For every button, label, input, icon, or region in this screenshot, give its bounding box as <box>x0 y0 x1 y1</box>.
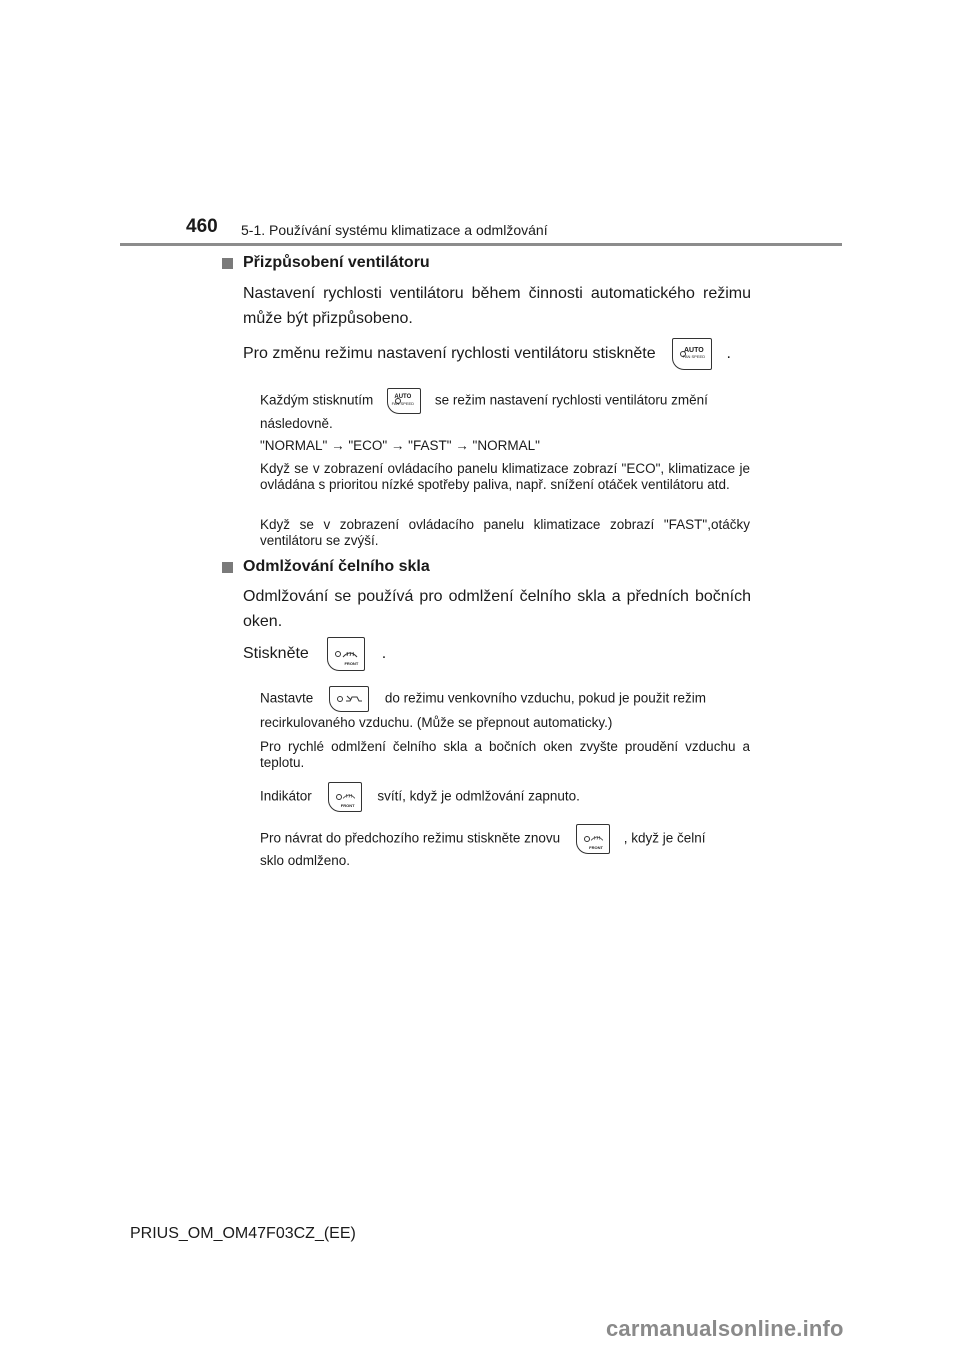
fan-note-1 <box>260 388 750 414</box>
text-fragment: se režim nastavení rychlosti ventilátoru změní <box>434 392 708 408</box>
text-fragment: Indikátor <box>260 788 312 804</box>
defog-note-2: Pro rychlé odmlžení čelního skla a bočních oken zvyšte proudění vzduchu a teplotu. <box>260 739 750 770</box>
car-air-intake-icon <box>345 694 363 704</box>
indicator-dot-icon <box>335 651 341 657</box>
defog-paragraph-2 <box>243 637 751 671</box>
fan-note-4: Když se v zobrazení ovládacího panelu klimatizace zobrazí "FAST",otáčky ventilátoru se zvýší. <box>260 517 750 548</box>
front-defroster-button-icon <box>576 824 610 854</box>
defog-paragraph-1: Odmlžování se používá pro odmlžení čelního skla a předních bočních oken. <box>243 588 751 630</box>
text-fragment: , když je čelní <box>623 830 706 846</box>
defog-note-1-continued: recirkulovaného vzduchu. (Může se přepnout automaticky.) <box>260 715 613 730</box>
windshield-defog-icon <box>342 647 358 659</box>
auto-label: AUTO <box>683 346 704 354</box>
section-heading-fan <box>222 254 430 272</box>
auto-fan-speed-button-icon <box>387 388 421 414</box>
defog-note-4 <box>260 824 750 854</box>
text-fragment: Pro návrat do předchozího režimu stiskněte znovu <box>260 830 561 846</box>
bullet-square-icon <box>222 258 233 269</box>
fan-note-1-continued: následovně. <box>260 416 333 431</box>
text-fragment: Nastavte <box>260 690 314 706</box>
heading-text: Odmlžování čelního skla <box>243 558 430 575</box>
watermark: carmanualsonline.info <box>606 1316 844 1341</box>
windshield-defog-icon <box>590 832 604 842</box>
fan-paragraph-2 <box>243 338 751 370</box>
auto-label: AUTO <box>394 393 412 400</box>
text-fragment: do režimu venkovního vzduchu, pokud je použit režim <box>384 690 706 706</box>
text-fragment: . <box>726 345 731 363</box>
front-defroster-button-icon <box>327 637 365 671</box>
heading-text: Přizpůsobení ventilátoru <box>243 254 430 271</box>
front-label: FRONT <box>340 803 355 808</box>
page-number: 460 <box>186 216 218 237</box>
fan-speed-label: FAN SPEED <box>391 400 415 406</box>
text-fragment: Každým stisknutím <box>260 392 374 408</box>
defog-note-3 <box>260 782 750 812</box>
fan-speed-label: FAN SPEED <box>682 353 706 359</box>
section-heading-defog <box>222 558 430 576</box>
front-label: FRONT <box>589 845 603 850</box>
chapter-title: 5-1. Používání systému klimatizace a odmlžování <box>241 222 548 238</box>
fan-paragraph-1: Nastavení rychlosti ventilátoru během činnosti automatického režimu může být přizpůsobeno. <box>243 285 751 327</box>
fan-note-3: Když se v zobrazení ovládacího panelu klimatizace zobrazí "ECO", klimatizace je ovládána s prioritou nízké spotřeby paliva, např. snížení otáček ventilátoru atd. <box>260 461 750 492</box>
fan-note-2: "NORMAL" → "ECO" → "FAST" → "NORMAL" <box>260 438 540 453</box>
text-fragment: svítí, když je odmlžování zapnuto. <box>377 788 580 804</box>
outside-air-button-icon <box>329 686 369 712</box>
auto-fan-speed-button-icon <box>672 338 712 370</box>
header-divider <box>120 243 842 246</box>
defog-note-4-continued: sklo odmlženo. <box>260 853 351 868</box>
windshield-defog-icon <box>342 790 356 800</box>
document-code: PRIUS_OM_OM47F03CZ_(EE) <box>130 1225 356 1242</box>
text-fragment: Pro změnu režimu nastavení rychlosti ventilátoru stiskněte <box>243 345 656 363</box>
bullet-square-icon <box>222 562 233 573</box>
text-fragment: . <box>381 645 387 663</box>
front-label: FRONT <box>344 661 359 666</box>
defog-note-1 <box>260 686 750 712</box>
front-defroster-indicator-icon <box>328 782 362 812</box>
indicator-dot-icon <box>337 696 343 702</box>
text-fragment: Stiskněte <box>243 645 309 663</box>
